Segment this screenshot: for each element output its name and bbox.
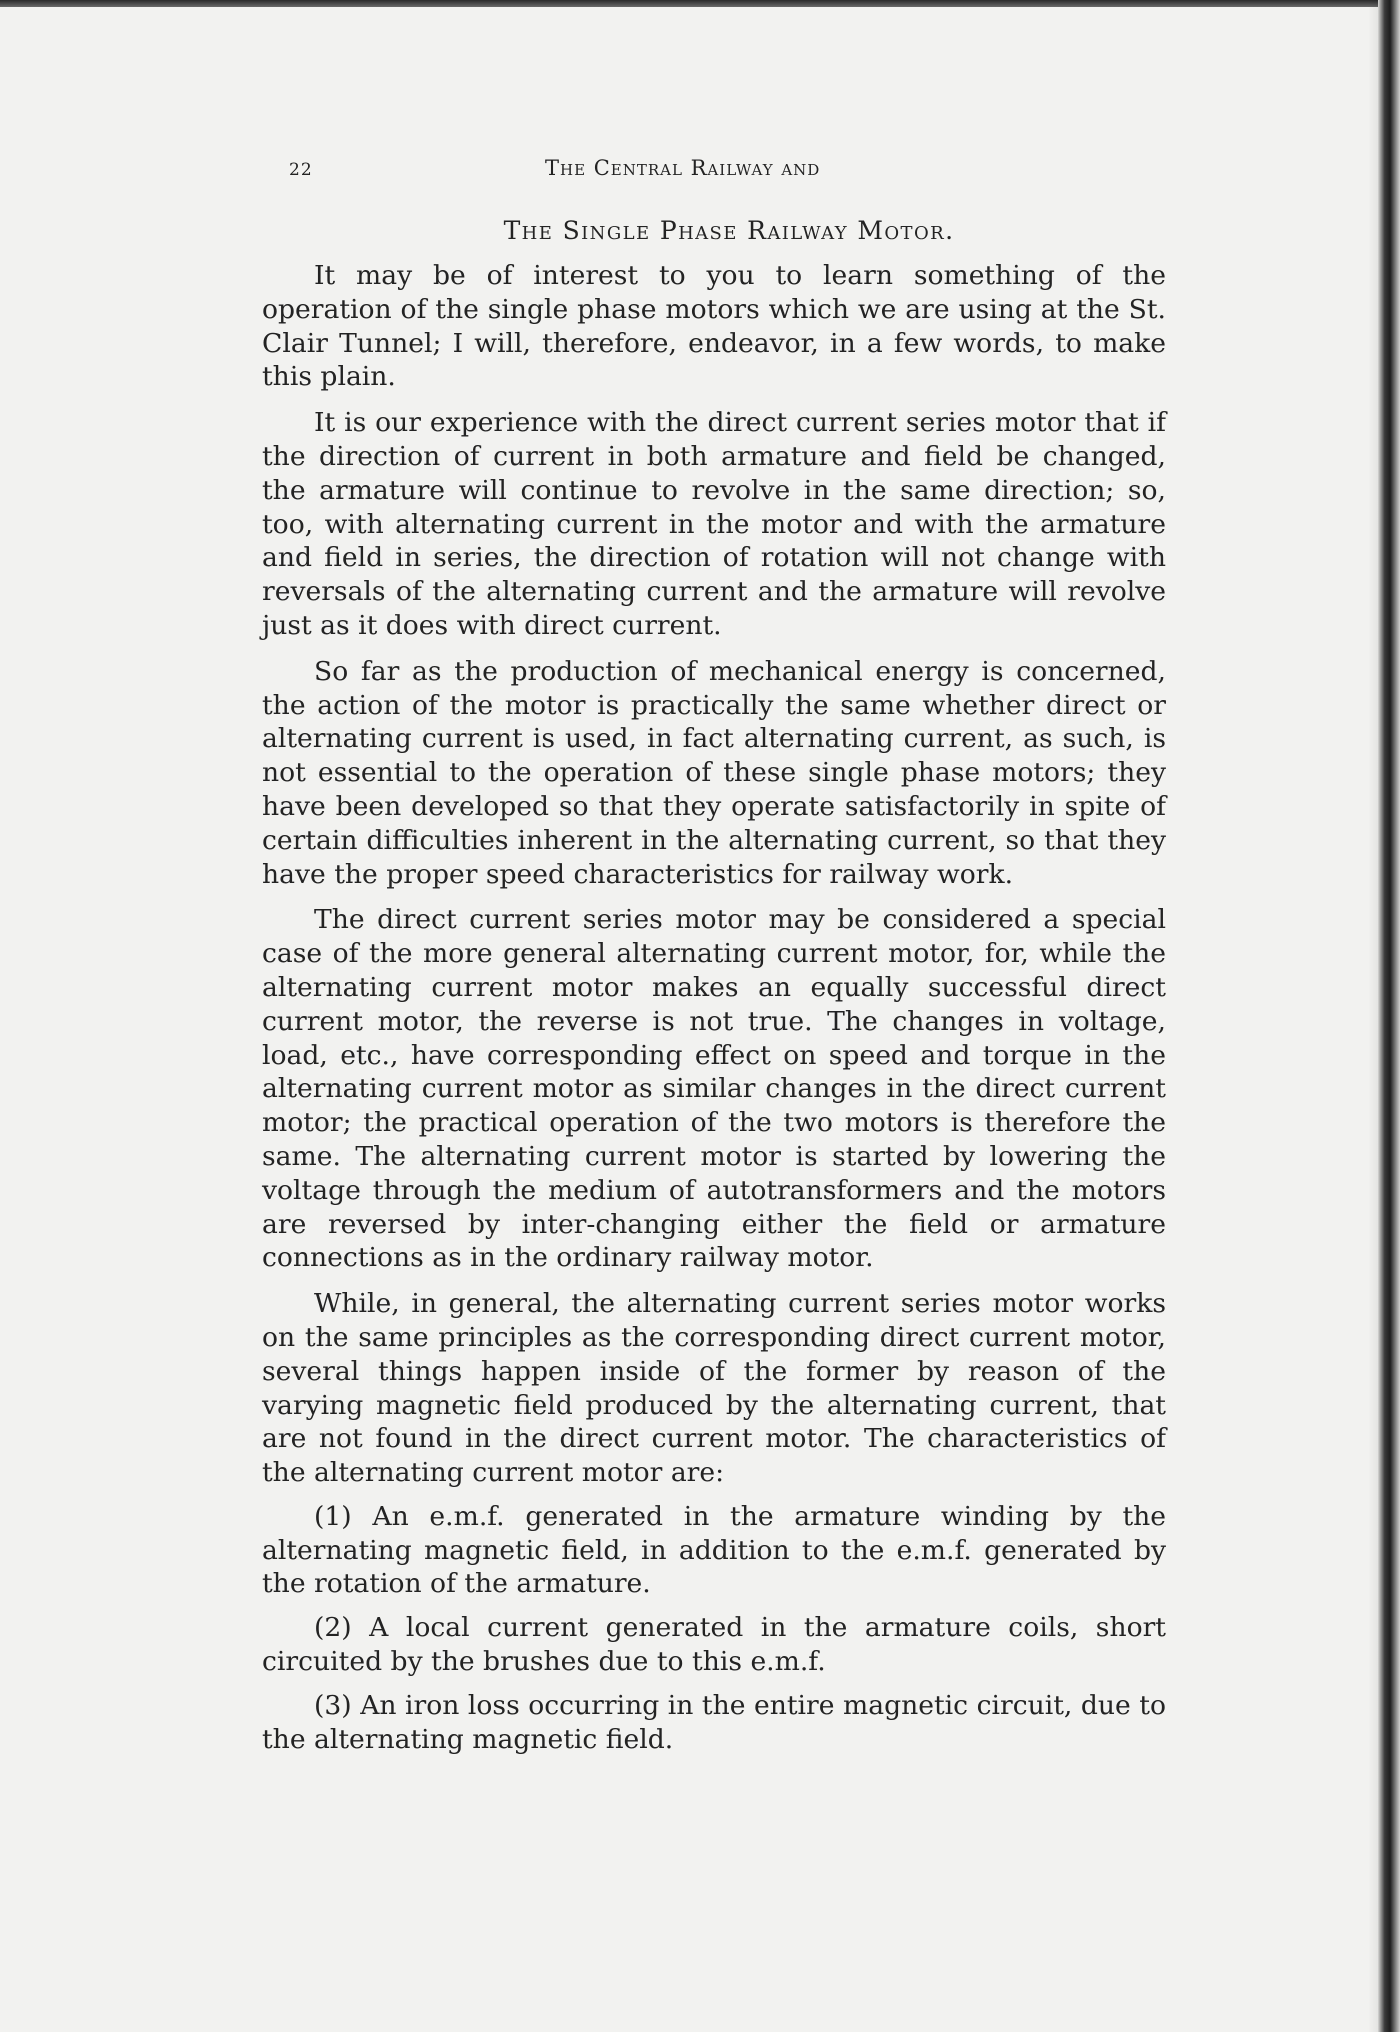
list-item-emf: (1) An e.m.f. generated in the armature winding by the alternating magnetic field, in addition to the e.m.f. generated by the rotation of the armature. (262, 1500, 1166, 1600)
book-spine-edge (1378, 0, 1400, 2032)
list-item-iron-loss: (3) An iron loss occurring in the entire magnetic circuit, due to the alternating magnetic field. (262, 1689, 1166, 1755)
running-header (262, 154, 1166, 186)
paragraph-characteristics: While, in general, the alternating current series motor works on the same principles as the corresponding direct current motor, several things happen inside of the former by reason of the varying magnetic field produced by the alternating current, that are not found in the direct current motor. The characteristics of the alternating current motor are: (262, 1288, 1166, 1489)
paragraph-intro: It may be of interest to you to learn something of the operation of the single phase motors which we are using at the St. Clair Tunnel; I will, therefore, endeavor, in a few words, to make this plain. (262, 260, 1166, 393)
page-content (262, 154, 1166, 1766)
list-item-local-current: (2) A local current generated in the armature coils, short circuited by the brushes due to this e.m.f. (262, 1612, 1166, 1678)
paragraph-special-case: The direct current series motor may be considered a special case of the more general alternating current motor, for, while the alternating current motor makes an equally successful direct current motor, the reverse is not true. The changes in voltage, load, etc., have corresponding effect on speed and torque in the alternating current motor as similar changes in the direct current motor; the practical operation of the two motors is therefore the same. The alternating current motor is started by lowering the voltage through the medium of autotransformers and the motors are reversed by inter-changing either the field or armature connections as in the ordinary railway motor. (262, 904, 1166, 1274)
paragraph-mechanical-energy: So far as the production of mechanical energy is concerned, the action of the motor is practically the same whether direct or alternating current is used, in fact alternating current, as such, is not essential to the operation of these single phase motors; they have been developed so that they operate satisfactorily in spite of certain difficulties inherent in the alternating current, so that they have the proper speed characteristics for railway work. (262, 655, 1166, 890)
page-gutter-shadow (1368, 0, 1378, 2032)
paragraph-dc-series-motor: It is our experience with the direct current series motor that if the direction of current in both armature and field be changed, the armature will continue to revolve in the same direction; so, too, with alternating current in the motor and with the armature and field in series, the direction of rotation will not change with reversals of the alternating current and the armature will revolve just as it does with direct current. (262, 407, 1166, 641)
running-title: The Central Railway and (545, 156, 821, 180)
page-number: 22 (289, 160, 313, 180)
page-top-edge (0, 0, 1400, 7)
section-heading: The Single Phase Railway Motor. (503, 216, 955, 245)
